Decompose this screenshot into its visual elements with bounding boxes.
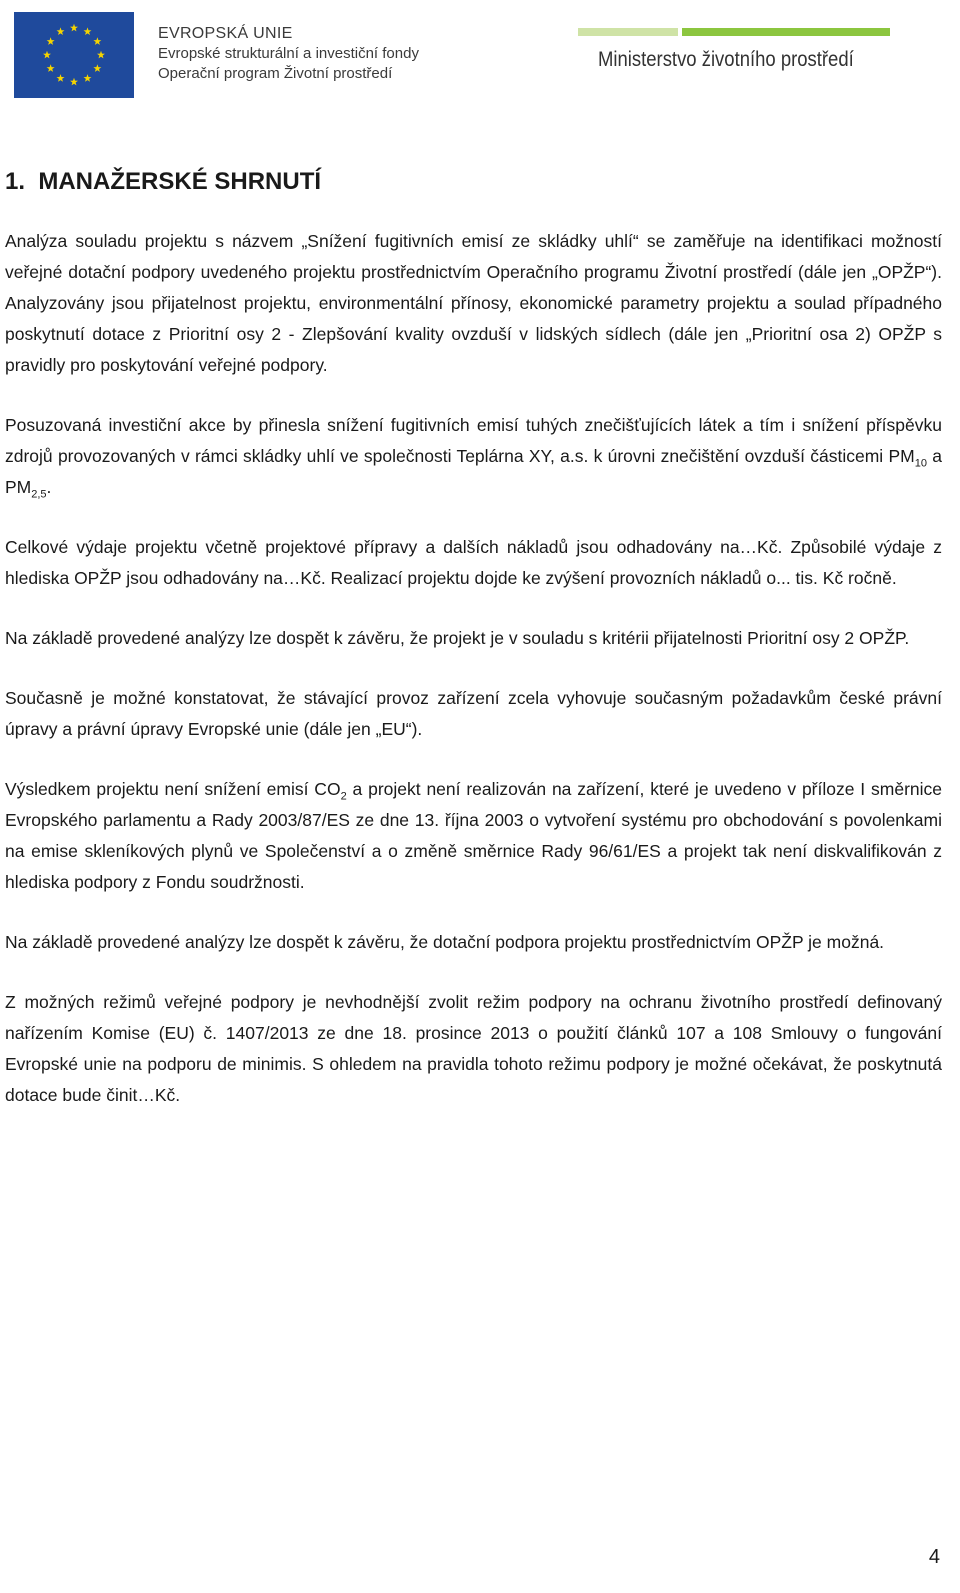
document-body xyxy=(5,160,942,1140)
paragraph-6 xyxy=(5,774,942,898)
section-title: MANAŽERSKÉ SHRNUTÍ xyxy=(38,168,322,195)
paragraph-4: Na základě provedené analýzy lze dospět k závěru, že projekt je v souladu s kritérii přijatelnosti Prioritní osy 2 OPŽP. xyxy=(5,628,910,648)
section-heading xyxy=(5,160,942,204)
eu-title: EVROPSKÁ UNIE xyxy=(158,25,293,42)
eu-funds-line: Evropské strukturální a investiční fondy xyxy=(158,45,419,62)
ministry-bar-light xyxy=(578,28,678,36)
section-number: 1. xyxy=(5,168,26,195)
paragraph-7: Na základě provedené analýzy lze dospět k závěru, že dotační podpora projektu prostřednictvím OPŽP je možná. xyxy=(5,932,885,952)
eu-logo-text xyxy=(158,24,419,84)
page-number: 4 xyxy=(928,1546,940,1568)
paragraph-8: Z možných režimů veřejné podpory je nevhodnější zvolit režim podpory na ochranu životního prostředí definovaný nařízením Komise (EU) č. 1407/2013 ze dne 18. prosince 2013 o použití článků 107 a 108 Smlouvy o fungování Evropské unie na podporu de minimis. S ohledem na pravidla tohoto režimu podpory je možné očekávat, že poskytnutá dotace bude činit…Kč. xyxy=(5,992,942,1105)
paragraph-2-mid: a PM xyxy=(5,446,942,497)
paragraph-2-end: . xyxy=(46,477,52,497)
paragraph-6-start: Výsledkem projektu není snížení emisí CO xyxy=(5,779,341,799)
paragraph-1: Analýza souladu projektu s názvem „Snížení fugitivních emisí ze skládky uhlí“ se zaměřuje na identifikaci možností veřejné dotační podpory uvedeného projektu prostřednictvím Operačního programu Životní prostředí (dále jen „OPŽP“). Analyzovány jsou přijatelnost projektu, environmentální přínosy, ekonomické parametry projektu a soulad případného poskytnutí dotace z Prioritní osy 2 - Zlepšování kvality ovzduší v lidských sídlech (dále jen „Prioritní osa 2) OPŽP s pravidly pro poskytování veřejné podpory. xyxy=(5,231,942,375)
ministry-logo xyxy=(578,22,890,82)
ministry-color-bars xyxy=(578,28,890,36)
pm10-subscript: 10 xyxy=(914,457,927,470)
paragraph-5: Současně je možné konstatovat, že stávající provoz zařízení zcela vyhovuje současným požadavkům české právní úpravy a právní úpravy Evropské unie (dále jen „EU“). xyxy=(5,688,942,739)
ministry-bar-dark xyxy=(682,28,890,36)
pm25-subscript: 2,5 xyxy=(31,488,47,501)
co2-subscript: 2 xyxy=(340,790,347,803)
paragraph-6-end: a projekt není realizován na zařízení, které je uvedeno v příloze I směrnice Evropského parlamentu a Rady 2003/87/ES ze dne 13. října 2003 o vytvoření systému pro obchodování s povolenkami na emise skleníkových plynů ve Společenství a o změně směrnice Rady 96/61/ES a projekt tak není diskvalifikován z hlediska podpory z Fondu soudržnosti. xyxy=(5,779,942,892)
eu-flag-icon xyxy=(14,12,134,98)
paragraph-2-text: Posuzovaná investiční akce by přinesla snížení fugitivních emisí tuhých znečišťujících látek a tím i snížení příspěvku zdrojů provozovaných v rámci skládky uhlí ve společnosti Teplárna XY, a.s. k úrovni znečištění ovzduší částicemi PM xyxy=(5,415,942,466)
ministry-name: Ministerstvo životního prostředí xyxy=(598,48,854,71)
eu-program-line: Operační program Životní prostředí xyxy=(158,65,393,82)
paragraph-3: Celkové výdaje projektu včetně projektové přípravy a dalších nákladů jsou odhadovány na…Kč. Způsobilé výdaje z hlediska OPŽP jsou odhadovány na…Kč. Realizací projektu dojde ke zvýšení provozních nákladů o... tis. Kč ročně. xyxy=(5,537,942,588)
paragraph-2 xyxy=(5,410,942,503)
document-header xyxy=(0,0,960,110)
